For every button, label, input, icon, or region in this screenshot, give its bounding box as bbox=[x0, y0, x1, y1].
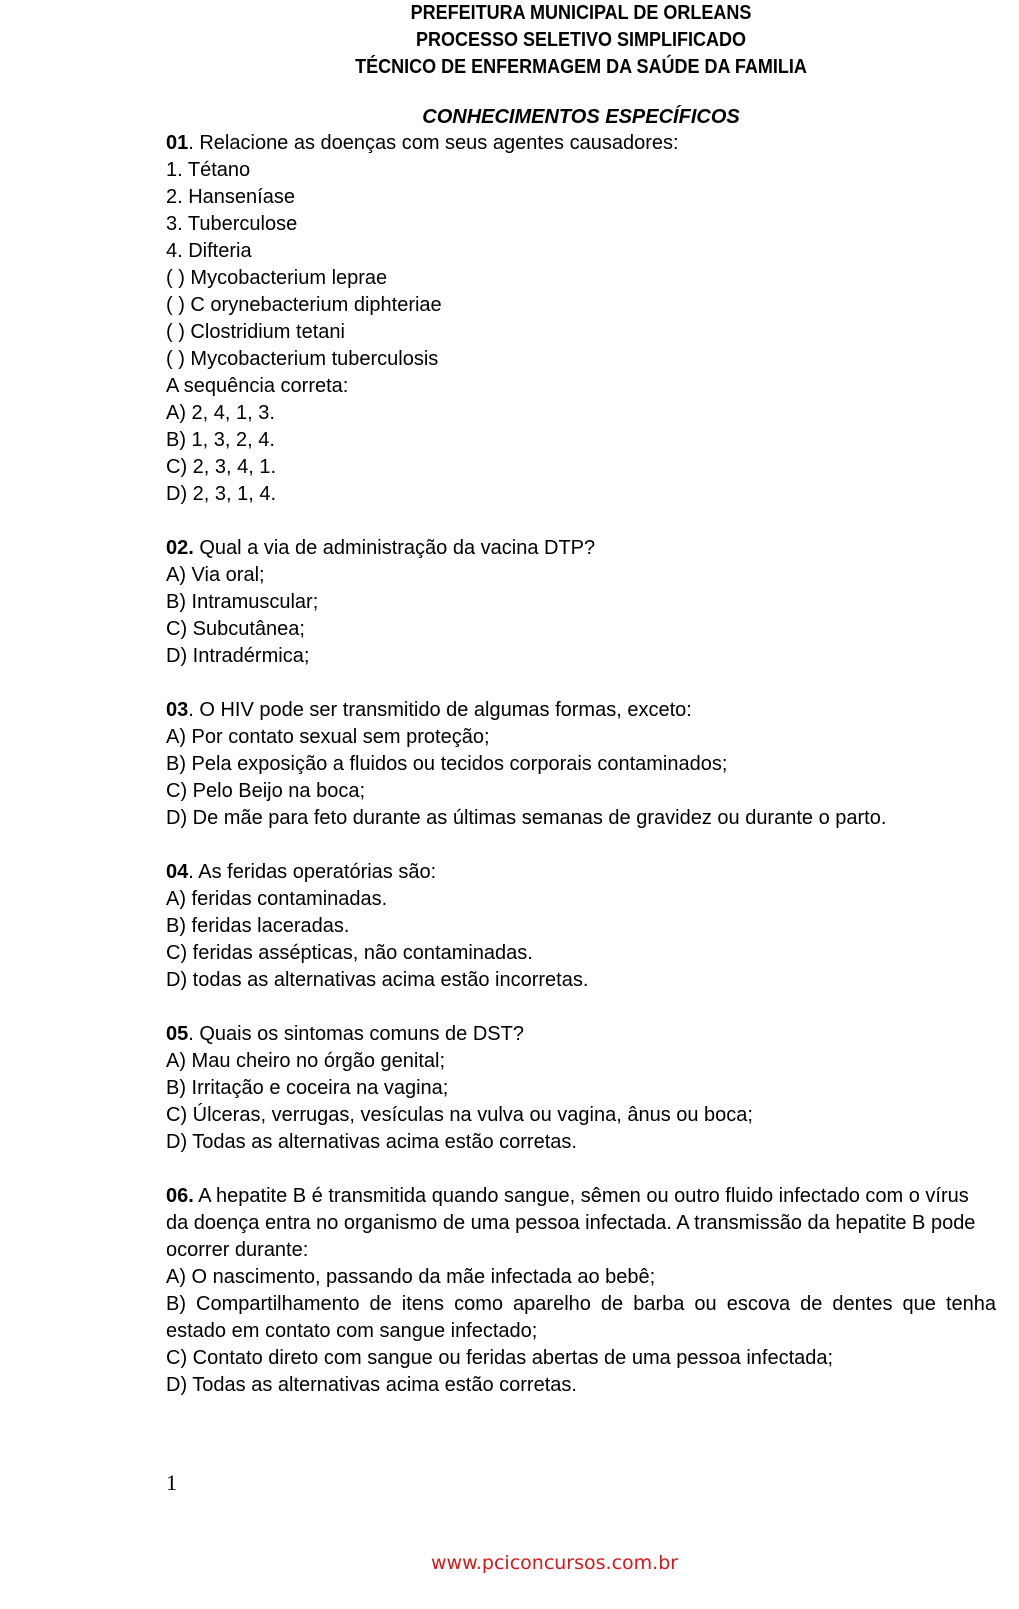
question-05 bbox=[166, 1021, 996, 1156]
list-item: 2. Hanseníase bbox=[166, 186, 295, 208]
question-number: 06. bbox=[166, 1185, 194, 1207]
answer-option: D) 2, 3, 1, 4. bbox=[166, 483, 277, 505]
answer-option: C) Contato direto com sangue ou feridas abertas de uma pessoa infectada; bbox=[166, 1347, 834, 1369]
question-stem bbox=[166, 535, 996, 562]
answer-option: D) Intradérmica; bbox=[166, 645, 310, 667]
question-03 bbox=[166, 697, 996, 832]
question-number: 01 bbox=[166, 132, 189, 154]
answer-option: D) Todas as alternativas acima estão corretas. bbox=[166, 1374, 577, 1396]
question-number: 05 bbox=[166, 1023, 189, 1045]
question-text: . Relacione as doenças com seus agentes causadores: bbox=[188, 132, 679, 154]
document-header bbox=[58, 0, 975, 81]
list-item: ( ) C orynebacterium diphteriae bbox=[166, 294, 442, 316]
answer-option: A) feridas contaminadas. bbox=[166, 888, 388, 910]
list-item: ( ) Mycobacterium tuberculosis bbox=[166, 348, 439, 370]
question-stem bbox=[166, 1021, 996, 1048]
answer-option: C) feridas assépticas, não contaminadas. bbox=[166, 942, 533, 964]
answer-option: B) Pela exposição a fluidos ou tecidos corporais contaminados; bbox=[166, 753, 728, 775]
question-02 bbox=[166, 535, 996, 670]
question-text: A hepatite B é transmitida quando sangue, sêmen ou outro fluido infectado com o vírus da doença entra no organismo de uma pessoa infectada. A transmissão da hepatite B pode ocorrer durante: bbox=[166, 1185, 976, 1261]
answer-option: B) Irritação e coceira na vagina; bbox=[166, 1077, 449, 1099]
list-item: 1. Tétano bbox=[166, 159, 251, 181]
answer-option: A) O nascimento, passando da mãe infectada ao bebê; bbox=[166, 1266, 656, 1288]
question-number: 03 bbox=[166, 699, 189, 721]
question-01 bbox=[166, 130, 996, 508]
answer-option: D) De mãe para feto durante as últimas semanas de gravidez ou durante o parto. bbox=[166, 807, 887, 829]
list-item: A sequência correta: bbox=[166, 375, 349, 397]
footer-url[interactable]: www.pciconcursos.com.br bbox=[431, 1552, 679, 1574]
answer-option: C) Pelo Beijo na boca; bbox=[166, 780, 366, 802]
header-line-1: PREFEITURA MUNICIPAL DE ORLEANS bbox=[410, 2, 752, 24]
question-stem bbox=[166, 859, 996, 886]
question-number: 04 bbox=[166, 861, 189, 883]
answer-option: A) Via oral; bbox=[166, 564, 265, 586]
page-number: 1 bbox=[166, 1470, 177, 1495]
answer-option: C) 2, 3, 4, 1. bbox=[166, 456, 277, 478]
answer-option: A) Por contato sexual sem proteção; bbox=[166, 726, 490, 748]
answer-option: A) Mau cheiro no órgão genital; bbox=[166, 1050, 446, 1072]
question-text: . O HIV pode ser transmitido de algumas formas, exceto: bbox=[188, 699, 692, 721]
section-title bbox=[0, 104, 1019, 131]
question-number: 02. bbox=[166, 537, 194, 559]
answer-option: B) 1, 3, 2, 4. bbox=[166, 429, 275, 451]
question-stem bbox=[166, 130, 996, 157]
list-item: 4. Difteria bbox=[166, 240, 252, 262]
question-text: Qual a via de administração da vacina DTP? bbox=[193, 537, 596, 559]
header-line-2: PROCESSO SELETIVO SIMPLIFICADO bbox=[415, 29, 747, 51]
question-text: . As feridas operatórias são: bbox=[188, 861, 437, 883]
list-item: ( ) Clostridium tetani bbox=[166, 321, 345, 343]
answer-option: D) Todas as alternativas acima estão corretas. bbox=[166, 1131, 577, 1153]
section-title-text: CONHECIMENTOS ESPECÍFICOS bbox=[422, 106, 740, 128]
answer-option: B) feridas laceradas. bbox=[166, 915, 350, 937]
header-line-3: TÉCNICO DE ENFERMAGEM DA SAÚDE DA FAMILIA bbox=[355, 56, 807, 78]
answer-option: A) 2, 4, 1, 3. bbox=[166, 402, 275, 424]
answer-option: C) Úlceras, verrugas, vesículas na vulva ou vagina, ânus ou boca; bbox=[166, 1104, 753, 1126]
questions-list bbox=[166, 130, 996, 1426]
question-stem bbox=[166, 1183, 996, 1264]
question-text: . Quais os sintomas comuns de DST? bbox=[188, 1023, 524, 1045]
answer-option: C) Subcutânea; bbox=[166, 618, 305, 640]
question-04 bbox=[166, 859, 996, 994]
list-item: 3. Tuberculose bbox=[166, 213, 298, 235]
question-stem bbox=[166, 697, 996, 724]
answer-option: B) Intramuscular; bbox=[166, 591, 319, 613]
answer-option: B) Compartilhamento de itens como aparelho de barba ou escova de dentes que tenha estado em contato com sangue infectado; bbox=[166, 1293, 996, 1342]
question-06 bbox=[166, 1183, 996, 1399]
list-item: ( ) Mycobacterium leprae bbox=[166, 267, 388, 289]
answer-option: D) todas as alternativas acima estão incorretas. bbox=[166, 969, 589, 991]
